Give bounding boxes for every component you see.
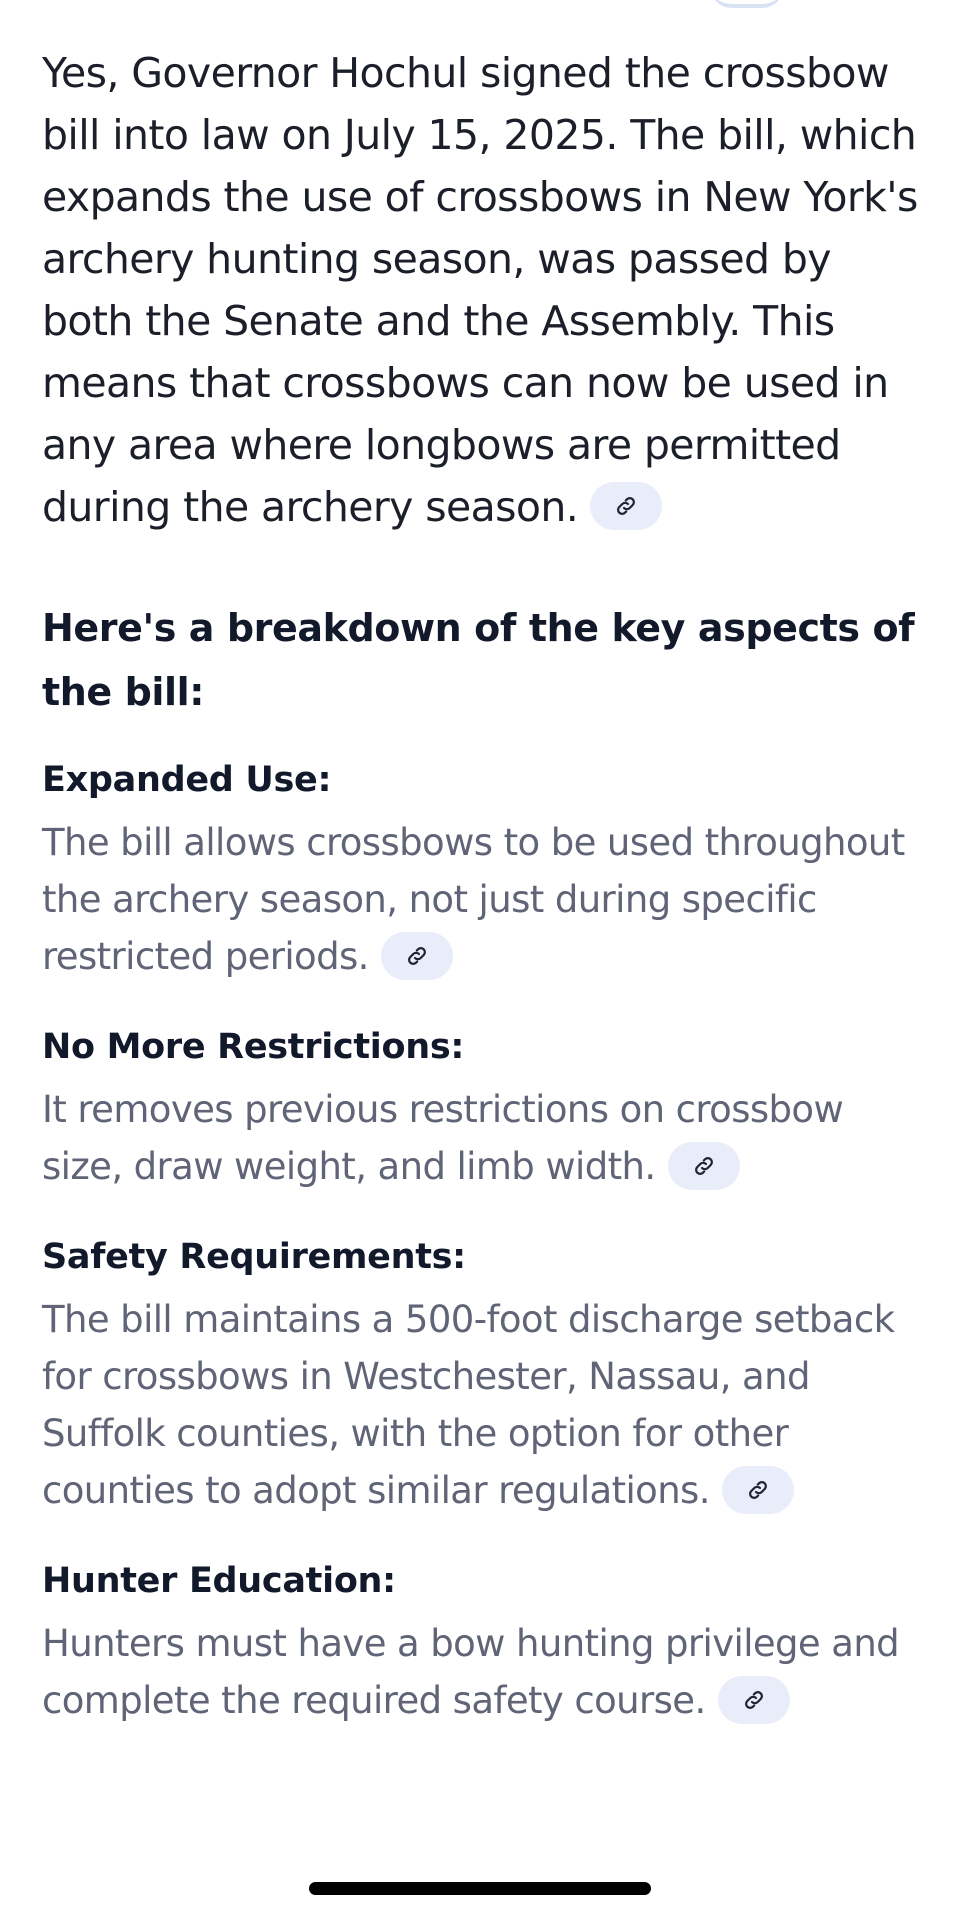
section-body-paragraph bbox=[42, 1615, 932, 1729]
section-title: Expanded Use: bbox=[42, 760, 332, 800]
top-edge-fragment bbox=[710, 0, 784, 8]
section-title: Hunter Education: bbox=[42, 1561, 396, 1601]
link-icon bbox=[614, 494, 638, 518]
link-icon bbox=[692, 1154, 716, 1178]
link-icon bbox=[746, 1478, 770, 1502]
answer-lead-text: Yes, Governor Hochul signed the crossbow bill into law on July 15, 2025. The bill, which expands the use of crossbows in New York's archery hunting season, was passed by both the Senate and the Assembly. This means that crossbows can now be used in any area where longbows are permitted during the archery season. bbox=[42, 49, 918, 531]
link-icon bbox=[405, 944, 429, 968]
source-link-chip[interactable] bbox=[722, 1466, 794, 1514]
breakdown-heading: Here's a breakdown of the key aspects of the bill: bbox=[42, 606, 915, 714]
section-hunter-education bbox=[42, 1555, 932, 1729]
section-body-text: It removes previous restrictions on crossbow size, draw weight, and limb width. bbox=[42, 1088, 844, 1188]
section-body-paragraph bbox=[42, 1081, 932, 1195]
section-body-text: The bill allows crossbows to be used throughout the archery season, not just during specific restricted periods. bbox=[42, 821, 905, 978]
section-title: No More Restrictions: bbox=[42, 1027, 465, 1067]
ai-answer-content bbox=[42, 42, 932, 1729]
section-no-more-restrictions bbox=[42, 1021, 932, 1195]
source-link-chip[interactable] bbox=[381, 932, 453, 980]
section-body-text: The bill maintains a 500-foot discharge setback for crossbows in Westchester, Nassau, and Suffolk counties, with the option for other counties to adopt similar regulations. bbox=[42, 1298, 895, 1512]
section-body-paragraph bbox=[42, 1291, 932, 1519]
source-link-chip[interactable] bbox=[668, 1142, 740, 1190]
section-body-text: Hunters must have a bow hunting privilege and complete the required safety course. bbox=[42, 1622, 900, 1722]
section-expanded-use bbox=[42, 754, 932, 985]
home-indicator[interactable] bbox=[309, 1882, 651, 1895]
answer-lead-paragraph bbox=[42, 42, 932, 538]
source-link-chip[interactable] bbox=[718, 1676, 790, 1724]
source-link-chip-lead[interactable] bbox=[590, 482, 662, 530]
link-icon bbox=[742, 1688, 766, 1712]
section-safety-requirements bbox=[42, 1231, 932, 1519]
section-body-paragraph bbox=[42, 814, 932, 985]
section-title: Safety Requirements: bbox=[42, 1237, 466, 1277]
